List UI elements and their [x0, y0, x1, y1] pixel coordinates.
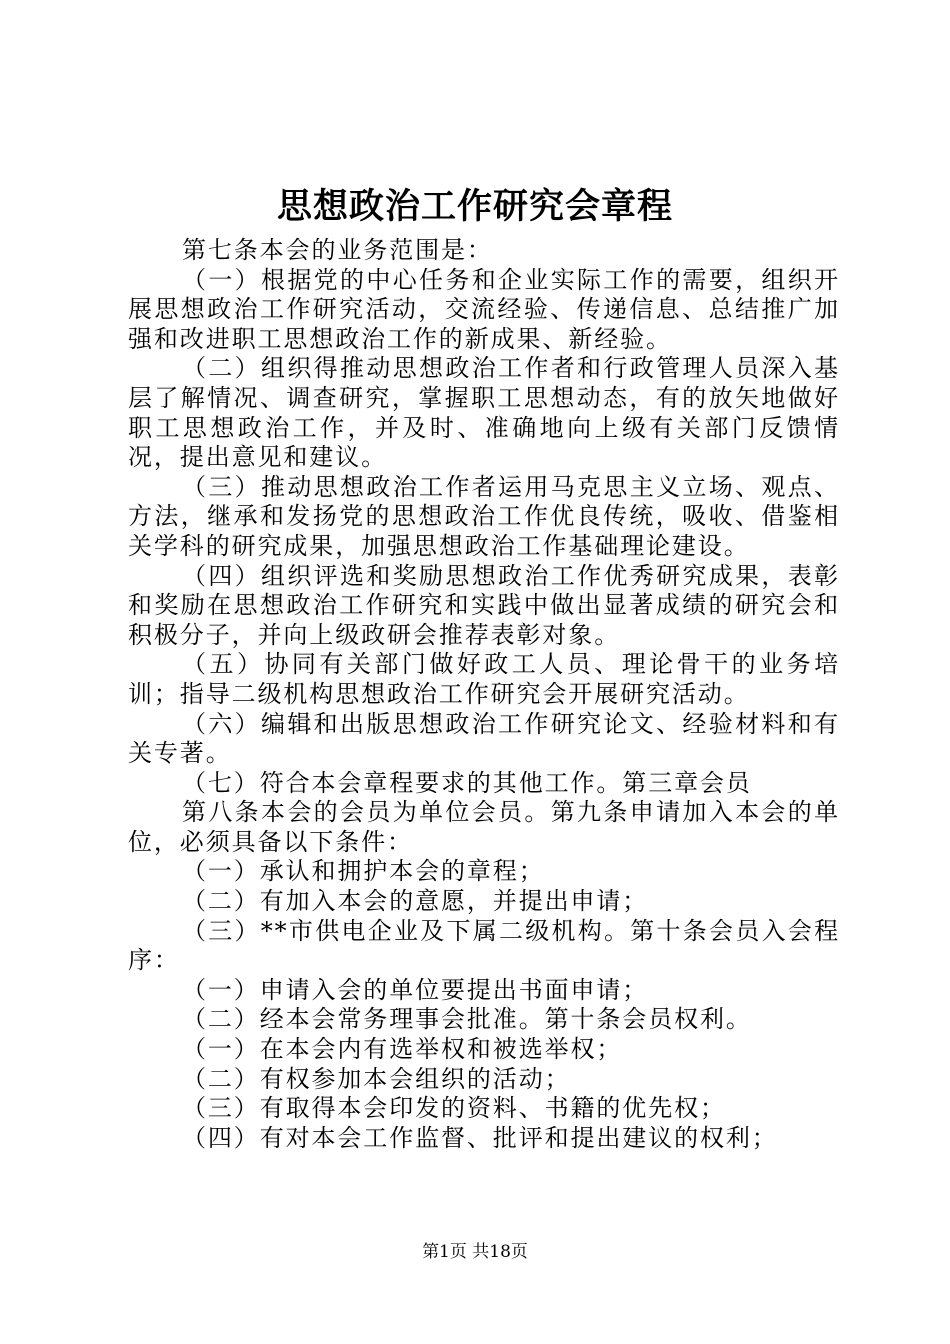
- paragraph-item-6: （六）编辑和出版思想政治工作研究论文、经验材料和有关专著。: [128, 709, 840, 768]
- paragraph-right-3: （三）有取得本会印发的资料、书籍的优先权；: [182, 1094, 726, 1123]
- paragraph-item-4: （四）组织评选和奖励思想政治工作优秀研究成果，表彰和奖励在思想政治工作研究和实践中做出显著成绩的研究会和积极分子，并向上级政研会推荐表彰对象。: [128, 561, 840, 649]
- document-title: 思想政治工作研究会章程: [276, 186, 673, 227]
- paragraph-item-3: （三）推动思想政治工作者运用马克思主义立场、观点、方法，继承和发扬党的思想政治工作优良传统，吸收、借鉴相关学科的研究成果，加强思想政治工作基础理论建设。: [128, 472, 840, 560]
- paragraph-item-2: （二）组织得推动思想政治工作者和行政管理人员深入基层了解情况、调查研究，掌握职工思想动态，有的放矢地做好职工思想政治工作，并及时、准确地向上级有关部门反馈情况，提出意见和建议。: [128, 354, 840, 472]
- page-number-footer: 第1页 共18页: [422, 1242, 528, 1262]
- paragraph-right-4: （四）有对本会工作监督、批评和提出建议的权利；: [182, 1123, 778, 1152]
- paragraph-procedure-1: （一）申请入会的单位要提出书面申请；: [182, 975, 649, 1004]
- paragraph-procedure-2: （二）经本会常务理事会批准。第十条会员权利。: [182, 1005, 752, 1034]
- paragraph-right-1: （一）在本会内有选举权和被选举权；: [182, 1035, 623, 1064]
- paragraph-article-8-9: 第八条本会的会员为单位会员。第九条申请加入本会的单位，必须具备以下条件：: [128, 798, 840, 856]
- paragraph-condition-3: （三）**市供电企业及下属二级机构。第十条会员入会程序：: [128, 916, 840, 975]
- paragraph-article-7: 第七条本会的业务范围是：: [182, 236, 493, 264]
- paragraph-condition-1: （一）承认和拥护本会的章程；: [182, 857, 545, 886]
- paragraph-item-7: （七）符合本会章程要求的其他工作。第三章会员: [182, 768, 752, 797]
- paragraph-item-1: （一）根据党的中心任务和企业实际工作的需要，组织开展思想政治工作研究活动，交流经验、传递信息、总结推广加强和改进职工思想政治工作的新成果、新经验。: [128, 265, 840, 353]
- paragraph-right-2: （二）有权参加本会组织的活动；: [182, 1064, 571, 1093]
- paragraph-condition-2: （二）有加入本会的意愿，并提出申请；: [182, 887, 649, 916]
- paragraph-item-5: （五）协同有关部门做好政工人员、理论骨干的业务培训；指导二级机构思想政治工作研究会开展研究活动。: [128, 650, 840, 708]
- document-body: [128, 236, 840, 1153]
